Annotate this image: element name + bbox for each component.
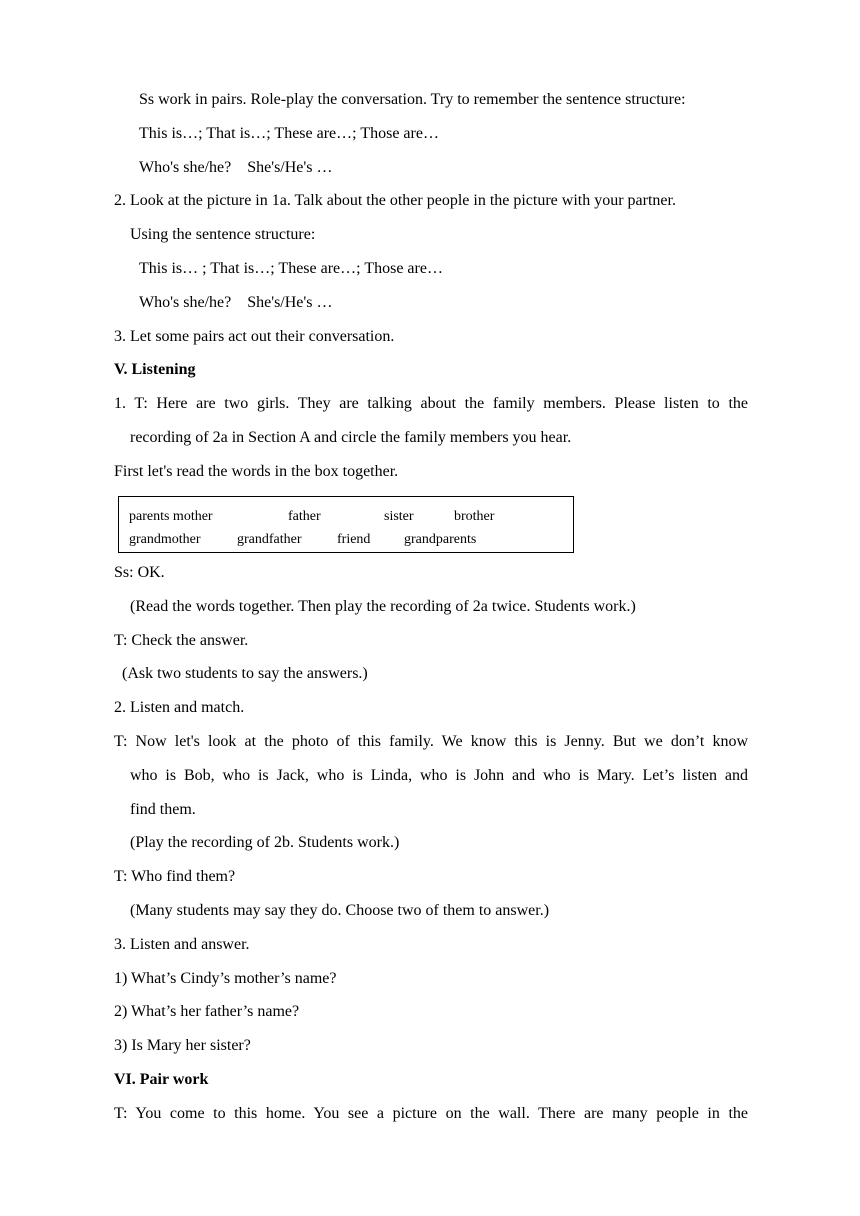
text-line: Who's she/he? She's/He's … (139, 294, 333, 311)
text-line: 2) What’s her father’s name? (114, 1003, 300, 1020)
text-line: find them. (130, 801, 196, 818)
text-line: recording of 2a in Section A and circle the family members you hear. (130, 429, 572, 446)
text-line: (Ask two students to say the answers.) (122, 665, 368, 682)
text-line: T: Now let's look at the photo of this family. We know this is Jenny. But we don’t know (114, 733, 748, 750)
text-line: Ss: OK. (114, 564, 165, 581)
text-line: First let's read the words in the box together. (114, 463, 399, 480)
text-line: Using the sentence structure: (130, 226, 316, 243)
text-line: 2. Look at the picture in 1a. Talk about the other people in the picture with your partner. (114, 192, 676, 209)
text-line: Ss work in pairs. Role-play the conversation. Try to remember the sentence structure: (139, 91, 686, 108)
section-heading: V. Listening (114, 361, 196, 378)
text-line: T: Check the answer. (114, 632, 249, 649)
word-item: grandmother (129, 532, 201, 547)
text-line: who is Bob, who is Jack, who is Linda, who is John and who is Mary. Let’s listen and (130, 767, 748, 784)
text-line: T: Who find them? (114, 868, 236, 885)
word-item: grandfather (237, 532, 302, 547)
word-item: father (288, 509, 321, 524)
text-line: 2. Listen and match. (114, 699, 245, 716)
word-item: brother (454, 509, 495, 524)
text-line: Who's she/he? She's/He's … (139, 159, 333, 176)
word-item: parents mother (129, 509, 213, 524)
text-line: 1. T: Here are two girls. They are talking about the family members. Please listen to the (114, 395, 748, 412)
text-line: T: You come to this home. You see a picture on the wall. There are many people in the (114, 1105, 748, 1122)
text-line: 1) What’s Cindy’s mother’s name? (114, 970, 337, 987)
word-box (118, 496, 574, 553)
text-line: 3. Let some pairs act out their conversation. (114, 328, 395, 345)
word-item: friend (337, 532, 371, 547)
text-line: (Many students may say they do. Choose two of them to answer.) (130, 902, 550, 919)
text-line: (Read the words together. Then play the recording of 2a twice. Students work.) (130, 598, 636, 615)
word-item: grandparents (404, 532, 477, 547)
word-item: sister (384, 509, 414, 524)
text-line: 3. Listen and answer. (114, 936, 250, 953)
text-line: 3) Is Mary her sister? (114, 1037, 251, 1054)
text-line: This is…; That is…; These are…; Those are… (139, 125, 439, 142)
text-line: This is… ; That is…; These are…; Those are… (139, 260, 443, 277)
text-line: (Play the recording of 2b. Students work.) (130, 834, 400, 851)
section-heading: VI. Pair work (114, 1071, 209, 1088)
